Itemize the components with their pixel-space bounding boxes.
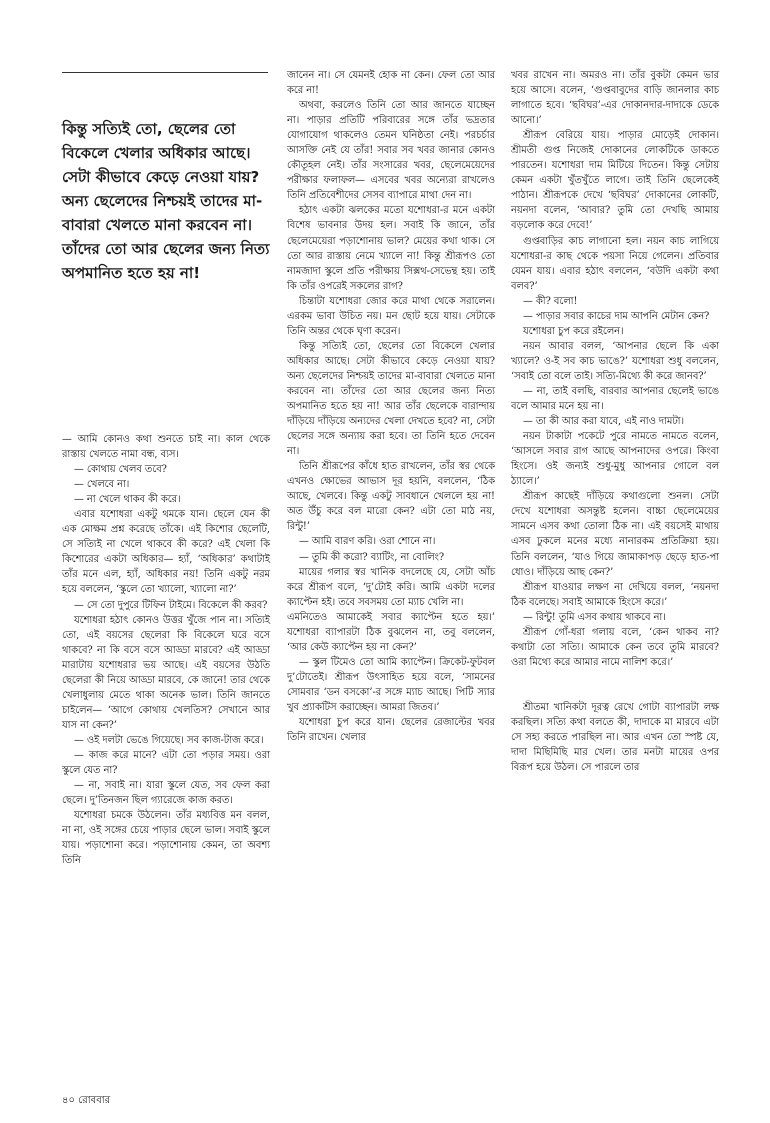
column-1 <box>62 432 270 868</box>
top-rule <box>62 72 268 73</box>
paragraph: নয়ন টাকাটা পকেটে পুরে নামতে নামতে বলেন, ‘আসলে সবার রাগ আছে আপনাদের ওপরে। কিংবা হিংসে। ওই জন্যই শুধু-মুধু আপনার গোলে বল ঠ্যালে।’ <box>511 431 719 488</box>
paragraph: — ওই দলটা ভেঙে গিয়েছে। সব কাজ-টাজ করে। <box>74 734 264 746</box>
paragraph: চিন্তাটা যশোধরা জোর করে মাথা থেকে সরালেন। এরকম ভাবা উচিত নয়। মন ছোট হয়ে যায়। সেটাকে তিনি অন্তর থেকে ঘৃণা করেন। <box>287 295 495 337</box>
paragraph: মায়ের গলার স্বর খানিক বদলেছে যে, সেটা আঁচ করে শ্রীরূপ বলে, ‘দু’টোই করি। আমি একটা দলের ক্যাপ্টেন হই। তবে সবসময় তো ম্যাচ খেলি না। <box>287 566 495 608</box>
paragraph: যশোধরা চমকে উঠলেন। তাঁর মধ্যবিত্ত মন বলল, না না, ওই সঙ্গের চেয়ে পাড়ার ছেলে ভাল। সবাই স্কুলে যায়। পড়াশোনা করে। পড়াশোনায় কেমন, তা অবশ্য তিনি <box>62 810 270 867</box>
paragraph: — কোথায় খেলব তবে? <box>74 464 167 476</box>
paragraph: — না খেলে থাকব কী করে। <box>74 494 181 506</box>
paragraph: — কাজ করে মানে? এটা তো পড়ার সময়। ওরা স্কুলে যেত না? <box>62 749 270 777</box>
paragraph: হঠাৎ একটা ঝলকের মতো যশোধরা-র মনে একটা বিশেষ ভাবনার উদয় হল। সবাই কি জানে, তাঁর ছেলেমেয়েরা পড়াশোনায় ভাল? মেয়ের কথা থাক। সে তো আর রাস্তায় নেমে খ্যালে না! কিন্তু শ্রীরূপও তো নামজাদা স্কুলে প্রতি পরীক্ষায় সিক্সথ-সেভেন্থ হয়। তাই কি তাঁর ওপরেই সকলের রাগ? <box>287 205 495 292</box>
paragraph: — না, সবাই না। যারা স্কুলে যেত, সব ফেল করা ছেলে। দু’তিনজন ছিল গ্যারেজে কাজ করত। <box>62 780 270 807</box>
paragraph: — আমি কোনও কথা শুনতে চাই না। কাল থেকে রাস্তায় খেলতে নামা বন্ধ, ব্যস। <box>62 434 270 461</box>
paragraph: শ্রীতমা খানিকটা দূরত্ব রেখে গোটা ব্যাপারটা লক্ষ করছিল। সত্যি কথা বলতে কী, দাদাকে মা মারবে এটা সে সহ্য করতে পারছিল না। আর এখন তো স্পষ্ট যে, দাদা মিছিমিছি মার খেল। তার মনটা মায়ের ওপর বিরূপ হয়ে উঠল। সে পারলে তার <box>511 701 719 774</box>
column-3 <box>511 68 719 775</box>
paragraph: যশোধরা চুপ করে রইলেন। <box>523 325 624 337</box>
paragraph: যশোধরা হঠাৎ কোনও উত্তর খুঁজে পান না। সত্যিই তো, এই বয়সের ছেলেরা কি বিকেলে ঘরে বসে থাকবে? না কি বসে বসে আড্ডা মারবে? এই আড্ডা মারাটায় যশোধরার ভয় আছে। এই বয়সের উঠতি ছেলেরা কী নিয়ে আড্ডা মারবে, কে জানে! তার থেকে খেলাধুলায় মেতে থাকা অনেক ভাল। তিনি জানতে চাইলেন— ‘আগে কোথায় খেলতিস? সেখানে আর যাস না কেন?’ <box>62 614 270 731</box>
column-2 <box>287 68 495 745</box>
paragraph: এমনিতেও আমাকেই সবার ক্যাপ্টেন হতে হয়।’ যশোধরা ব্যাপারটা ঠিক বুঝলেন না, তবু বললেন, ‘আর কেউ ক্যাপ্টেন হয় না কেন?’ <box>287 611 495 653</box>
paragraph: — স্কুল টিমেও তো আমি ক্যাপ্টেন। ক্রিকেট-ফুটবল দু’টোতেই। শ্রীরূপ উৎসাহিত হয়ে বলে, ‘সামনের সোমবার ‘ডন বসকো’-র সঙ্গে ম্যাচ আছে। পিটি স্যার খুব প্র্যাকটিস করাচ্ছেন। আমরা জিতব।’ <box>287 656 495 713</box>
paragraph: — সে তো দুপুরে টিফিন টাইমে। বিকেলে কী করব? <box>74 599 268 611</box>
page-footer: ৪০ রোববার <box>62 1095 111 1106</box>
paragraph: — আমি বারণ করি। ওরা শোনে না। <box>299 536 436 548</box>
paragraph: — কী? বলো! <box>523 295 578 307</box>
paragraph: — না, তাই বলছি, বারবার আপনার ছেলেই ভাঙে বলে আমার মনে হয় না। <box>511 385 719 413</box>
paragraph: গুপ্তবাড়ির কাচ লাগানো হল। নয়ন কাচ লাগিয়ে যশোধরা-র কাছ থেকে পয়সা নিয়ে গেলেন। প্রতিবার যেমন যায়। এবার হঠাৎ বললেন, ‘বউদি একটা কথা বলব?’ <box>511 235 719 292</box>
paragraph: — রিন্টু! তুমি এসব কথায় থাকবে না। <box>523 611 666 623</box>
paragraph: তিনি শ্রীরূপের কাঁধে হাত রাখলেন, তাঁর স্বর থেকে এখনও ক্ষোভের আভাস দূর হয়নি, বললেন, ‘ঠিক আছে, খেলবে। কিন্তু একটু সাবধানে খেললে হয় না! অত উঁচু করে বল মারো কেন? এটা তো মাঠ নয়, রিন্টু!’ <box>287 461 495 533</box>
paragraph: অথবা, করলেও তিনি তো আর জানতে যাচ্ছেন না। পাড়ার প্রতিটি পরিবারের সঙ্গে তাঁর ভদ্রতার যোগাযোগ থাকলেও তেমন ঘনিষ্ঠতা নেই। পরচর্চার আসক্তি নেই যে তাঁর! সবার সব খবর জানার কোনও কৌতূহল নেই। তাঁর সংসারের খবর, ছেলেমেয়েদের পরীক্ষার ফলাফল— এসবের খবর অন্যেরা রাখলেও তিনি প্রতিবেশীদের সেসব ব্যাপারে মাথা দেন না। <box>287 100 495 202</box>
paragraph: — খেলবে না। <box>74 479 130 491</box>
paragraph: — তুমি কী করো? ব্যাটিং, না বোলিং? <box>299 551 445 563</box>
paragraph: নয়ন আবার বলল, ‘আপনার ছেলে কি একা খ্যালে? ও-ই সব কাচ ভাঙে?’ যশোধরা শুধু বললেন, ‘সবাই তো বলে তাই। সত্যি-মিথ্যে কী করে জানব?’ <box>511 340 719 382</box>
paragraph: — পাড়ার সবার কাচের দাম আপনি মেটান কেন? <box>523 310 710 322</box>
paragraph: কিন্তু সত্যিই তো, ছেলের তো বিকেলে খেলার অধিকার আছে। সেটা কীভাবে কেড়ে নেওয়া যায়? অন্য ছেলেদের নিশ্চয়ই তাদের মা-বাবারা খেলতে মানা করবেন না। তাঁদের তো আর ছেলের জন্য নিত্য অপমানিত হতে হয় না! আর তাঁর ছেলেকে বারান্দায় দাঁড়িয়ে দাঁড়িয়ে অন্যদের খেলা দেখতে হবে? না, সেটা ছেলের সঙ্গে অন্যায় করা হবে। তা তিনি হতে দেবেন না। <box>287 340 495 458</box>
paragraph: শ্রীরূপ যাওয়ার লক্ষণ না দেখিয়ে বলল, ‘নয়নদা ঠিক বলেছে। সবাই আমাকে হিংসে করে।’ <box>511 581 719 608</box>
paragraph: যশোধরা চুপ করে যান। ছেলের রেজাল্টের খবর তিনি রাখেন। খেলার <box>287 717 495 744</box>
paragraph: শ্রীরূপ বেরিয়ে যায়। পাড়ার মোড়েই দোকান। শ্রীমতী গুপ্ত নিজেই দোকানের লোকটিকে ডাকতে পারতেন। যশোধরা দাম মিটিয়ে দিতেন। কিন্তু সেটায় কেমন একটা খুঁতখুঁতে লাগে। তাই তিনি ছেলেকেই পাঠান। শ্রীরূপকে দেখে ‘ছবিঘর’ দোকানের লোকটি, নয়নদা বলেন, ‘আবার? তুমি তো দেখছি আমায় বড়লোক করে দেবে!’ <box>511 130 719 232</box>
paragraph: শ্রীরূপ গোঁ-ধরা গলায় বলে, ‘কেন থাকব না? কথাটা তো সত্যি। আমাকে কেন তবে তুমি মারবে? ওরা মিথ্যে করে আমার নামে নালিশ করে।’ <box>511 626 719 668</box>
paragraph: জানেন না। সে যেমনই হোক না কেন। ফেল তো আর করে না! <box>287 70 495 97</box>
paragraph: — তা কী আর করা যাবে, এই নাও দামটা। <box>523 416 685 428</box>
paragraph: এবার যশোধরা একটু থমকে যান। ছেলে যেন কী এক মোক্ষম প্রশ্ন করেছে তাঁকে। এই কিশোর ছেলেটি, সে সত্যিই না খেলে থাকবে কী করে? এই খেলা কি কিশোরের একটা অধিকার— হ্যাঁ, ‘অধিকার’ কথাটাই তাঁর মনে এল, হ্যাঁ, অধিকার নয়! তিনি একটু নরম হয়ে বললেন, ‘স্কুলে তো খ্যালো, খ্যালো না?’ <box>62 509 270 596</box>
paragraph: শ্রীরূপ কাছেই দাঁড়িয়ে কথাগুলো শুনল। সেটা দেখে যশোধরা অসন্তুষ্ট হলেন। বাচ্চা ছেলেমেয়ের সামনে এসব কথা তোলা ঠিক না। এই বয়সেই মাথায় এসব ঢুকলে মনের মধ্যে নানারকম প্রতিক্রিয়া হয়। তিনি বললেন, ‘যাও গিয়ে জামাকাপড় ছেড়ে হাত-পা ধোও। দাঁড়িয়ে আছ কেন?’ <box>511 491 719 578</box>
paragraph: খবর রাখেন না। অমরও না। তাঁর বুকটা কেমন ভার হয়ে আসে। বলেন, ‘গুপ্তবাবুদের বাড়ি জানলার কাচ লাগাতে হবে। ‘ছবিঘর’-এর দোকানদার-দাদাকে ডেকে আনো।’ <box>511 70 719 127</box>
pull-quote: কিন্তু সত্যিই তো, ছেলের তো বিকেলে খেলার অধিকার আছে। সেটা কীভাবে কেড়ে নেওয়া যায়? অন্য ছেলেদের নিশ্চয়ই তাদের মা-বাবারা খেলতে মানা করবেন না। তাঁদের তো আর ছেলের জন্য নিত্য অপমানিত হতে হয় না! <box>62 120 270 282</box>
